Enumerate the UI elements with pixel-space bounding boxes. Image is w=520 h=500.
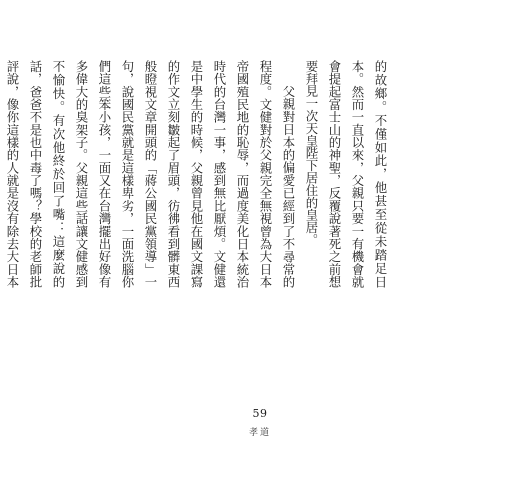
paragraph-2: 父親對日本的偏愛已經到了不尋常的程度。文健對於父親完全無視曾為大日本帝國殖民地的恥辱，而過度美化日本統治時代的台灣一事，感到無比厭煩。文健還是中學生的時候，父親曾見他在國文課寫的作文立刻皺起了眉頭，彷彿看到髒東西般瞪視文章開頭的「蔣公國民黨領導」一句，說國民黨就是這樣卑劣，一面洗腦你們這些笨小孩，一面又在台灣擺出好像有多偉大的臭架子。父親這些話讓文健感到不愉快。有次他終於回了嘴：這麼說的話，爸爸不是也中毒了嗎？學校的老師批評說，像你這樣的人就是沒有除去大日本 bbox=[5, 60, 296, 288]
running-title: 孝道 bbox=[248, 428, 271, 438]
page-number: 59 bbox=[252, 407, 268, 420]
paragraph-1: 的故鄉。不僅如此，他甚至從未踏足日本。然而一直以來，父親只要一有機會就會提起富士山的神聖，反覆說著死之前想要拜見一次天皇陛下居住的皇居。 bbox=[304, 60, 388, 288]
body-text bbox=[5, 60, 392, 288]
